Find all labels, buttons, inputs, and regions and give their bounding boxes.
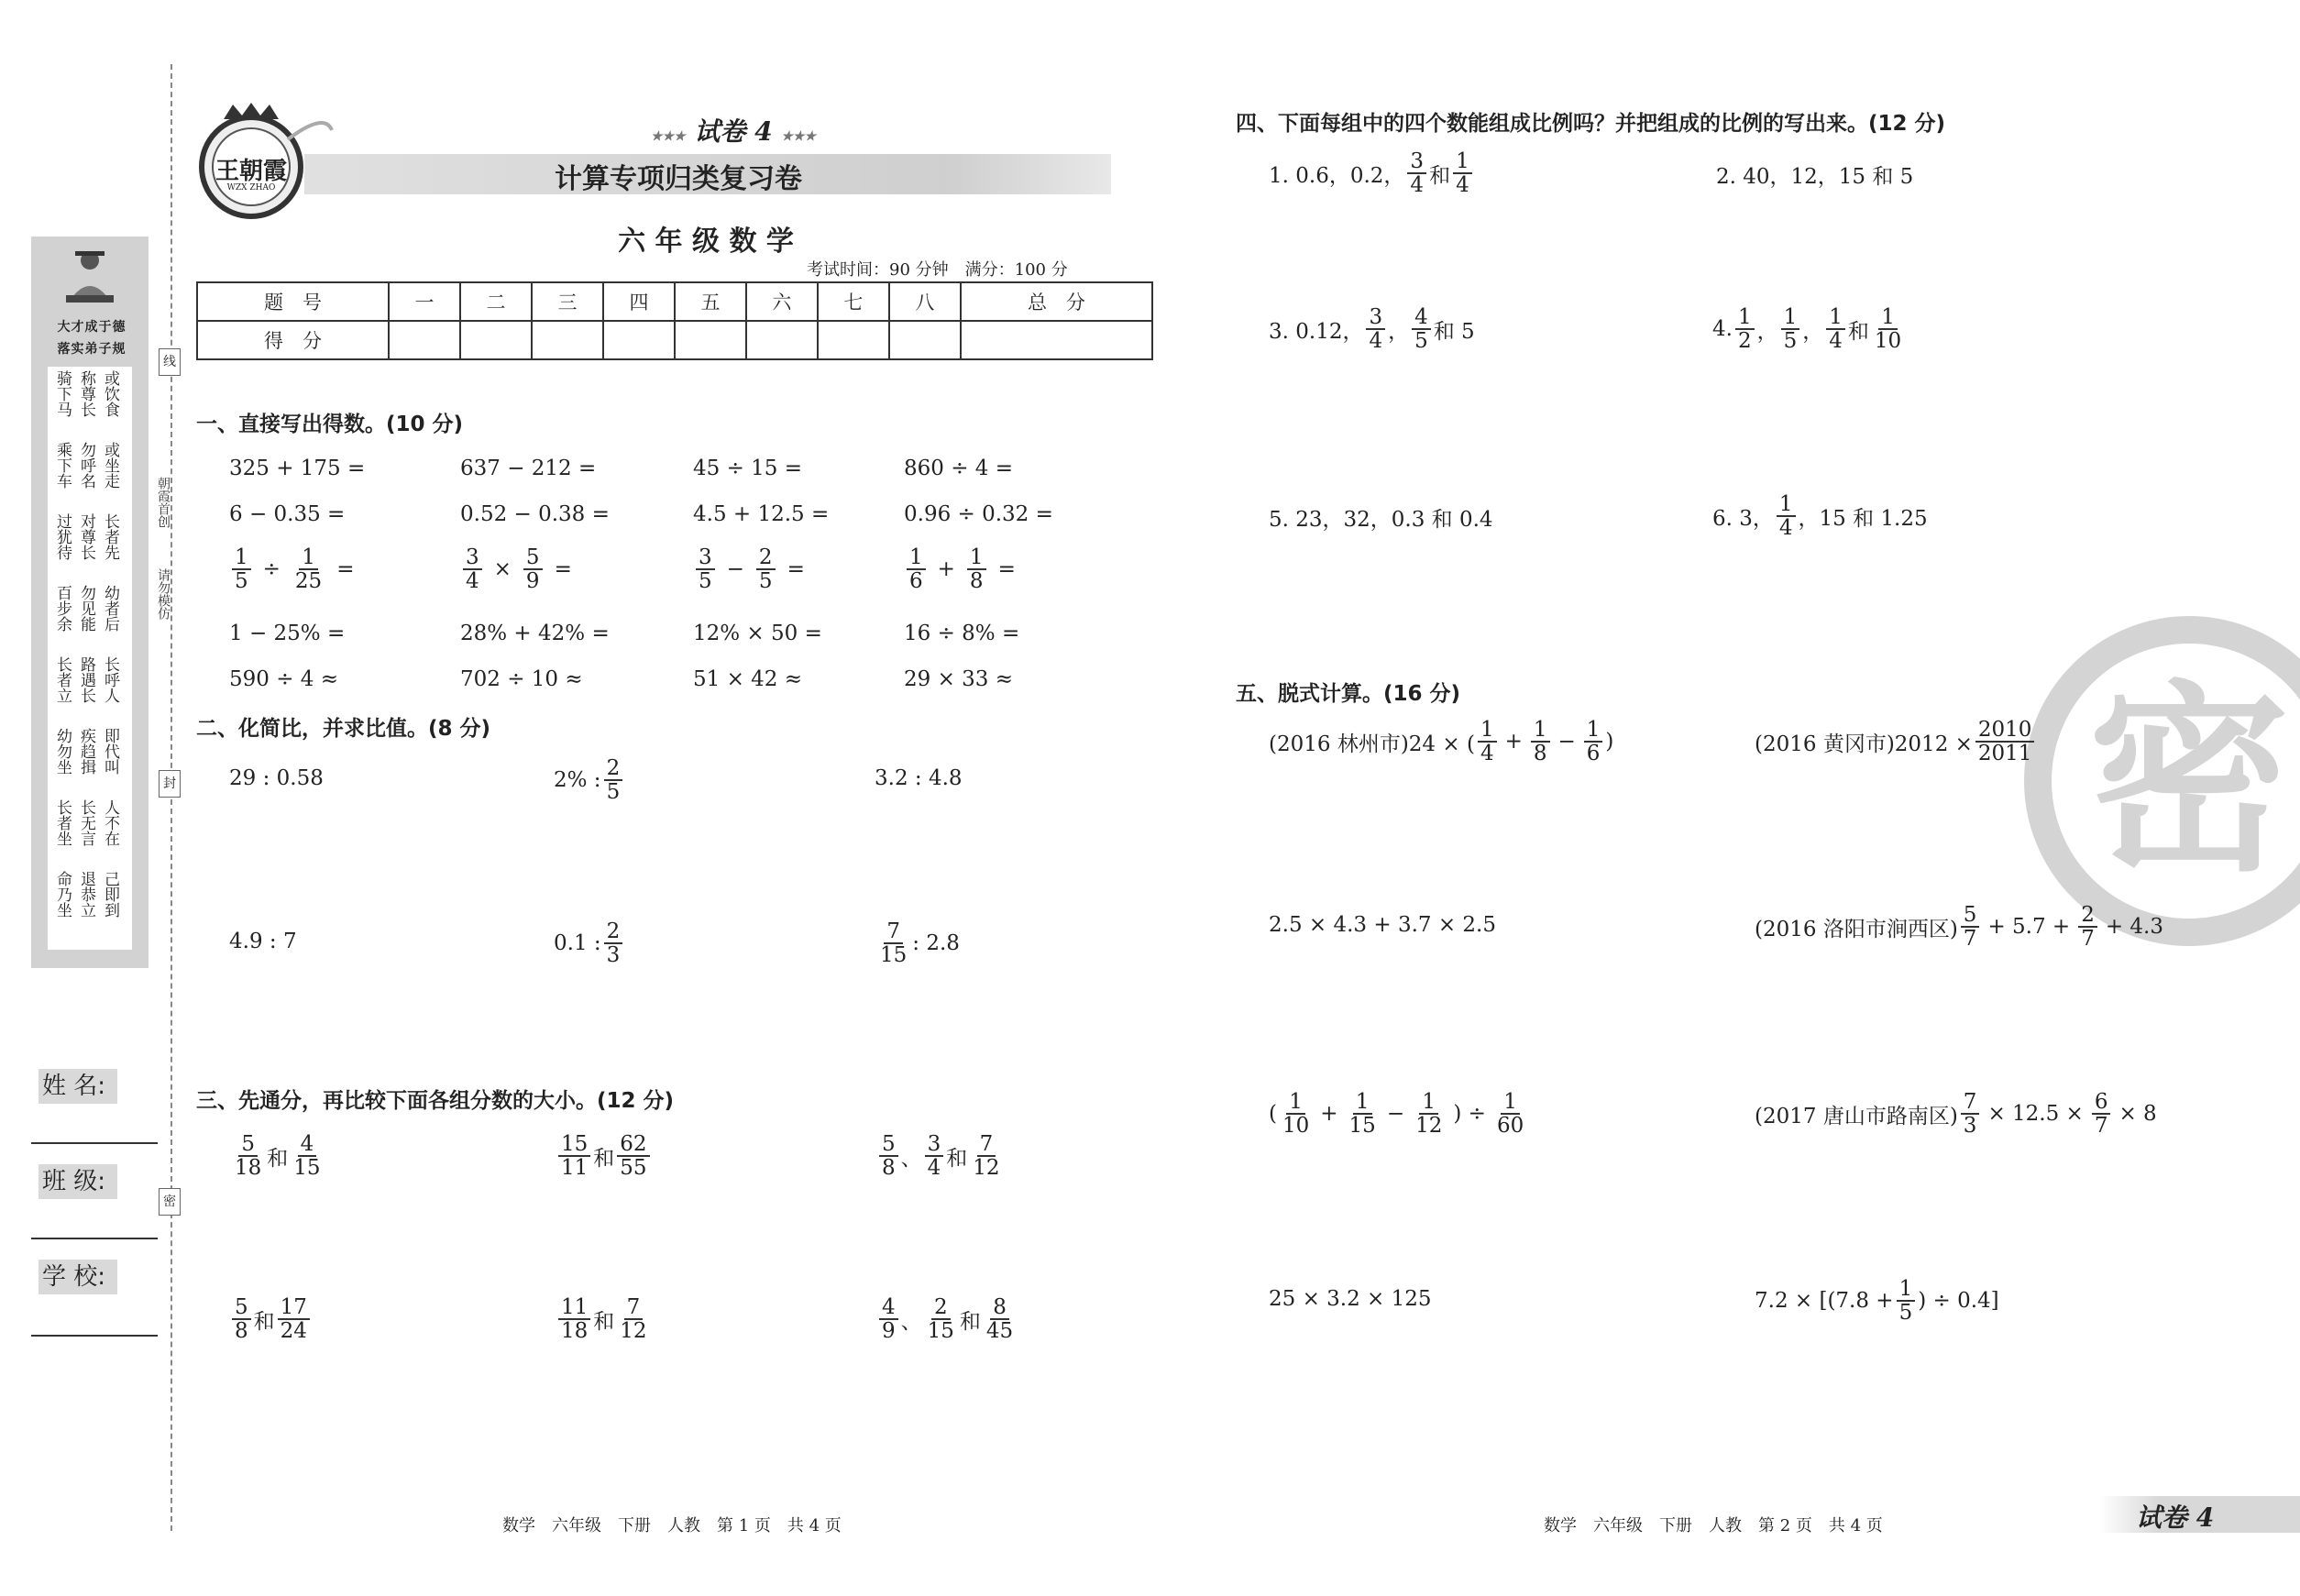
s1-row1-item: 45 ÷ 15 = xyxy=(693,457,803,480)
s1-row3-item: $\frac{3}{4}$ × $\frac{5}{9}$ = xyxy=(460,546,572,592)
s1-row5-item: 51 × 42 ≈ xyxy=(693,667,803,691)
subject-title: 六 年 级 数 学 xyxy=(618,226,794,258)
score-cell[interactable] xyxy=(961,321,1152,359)
rule-column: 疾趋揖 xyxy=(77,728,95,775)
s1-row4-item: 16 ÷ 8% = xyxy=(904,622,1020,645)
s1-row1-item: 637 − 212 = xyxy=(460,457,597,480)
footer-badge: 试卷 4 xyxy=(2099,1496,2300,1533)
rule-column: 对尊长 xyxy=(77,513,95,560)
section2-title: 二、化简比，并求比值。(8 分) xyxy=(196,717,491,741)
stars-left: ★★★ xyxy=(650,129,686,144)
confidential-seal xyxy=(2024,616,2300,946)
s1-row1-item: 860 ÷ 4 = xyxy=(904,457,1014,480)
s4-q1: 1. 0.6，0.2， 3 4 和 1 4 xyxy=(1269,150,1475,196)
rule-column: 即代叫 xyxy=(101,728,119,775)
s1-row4-item: 28% + 42% = xyxy=(460,622,610,645)
score-cell[interactable] xyxy=(746,321,818,359)
s2-q4: 4.9 : 7 xyxy=(229,930,297,953)
s1-row2-item: 0.52 − 0.38 = xyxy=(460,502,610,526)
rule-column: 勿呼名 xyxy=(77,442,95,489)
score-header-cell: 二 xyxy=(460,282,532,321)
s5-q1: (2016 林州市)24 × ( 1 4 + $\frac{1}{8}$ − $\frac{1}{6}$ ) xyxy=(1269,718,1614,766)
score-cell[interactable] xyxy=(818,321,889,359)
side-note-1: 朝霞首创 xyxy=(156,477,171,528)
s5-q6: (2017 唐山市路南区) $\frac{7}{3}$ × 12.5 × $\frac{6}{7}$ × 8 xyxy=(1755,1090,2157,1139)
s2-q3: 3.2 : 4.8 xyxy=(875,766,963,790)
rule-column: 幼者后 xyxy=(101,585,119,632)
score-cell[interactable] xyxy=(389,321,460,359)
score-header-cell: 四 xyxy=(603,282,675,321)
s1-row3-item: 1 6 + $\frac{1}{8}$ = xyxy=(904,546,1016,592)
rule-column: 人不在 xyxy=(101,799,119,846)
score-cell[interactable] xyxy=(675,321,746,359)
score-cell[interactable] xyxy=(532,321,603,359)
rule-column: 长无言 xyxy=(77,799,95,846)
s3-g5: 11 18 和 7 12 xyxy=(556,1296,653,1342)
score-header-cell: 八 xyxy=(889,282,961,321)
s1-row4-item: 12% × 50 = xyxy=(693,622,822,645)
score-cell[interactable] xyxy=(460,321,532,359)
rule-column: 长者先 xyxy=(101,513,119,560)
s5-q8: 7.2 × [(7.8 + $\frac{1}{5}$ ) ÷ 0.4] xyxy=(1755,1277,1999,1326)
rule-column: 百步余 xyxy=(53,585,72,632)
score-header-cell: 七 xyxy=(818,282,889,321)
s2-q2: 2% : 2 5 xyxy=(554,757,625,803)
s3-g6: 4 9 、 2 15 和 8 45 xyxy=(876,1296,1018,1342)
name-line[interactable] xyxy=(31,1142,158,1144)
scholar-figure-icon xyxy=(57,244,123,310)
s1-row3-item: $\frac{1}{5}$ ÷ $\frac{1}{25}$ = xyxy=(229,546,354,592)
s4-q2: 2. 40，12，15 和 5 xyxy=(1716,165,1914,189)
name-label: 姓 名: xyxy=(39,1069,117,1104)
score-header-cell: 题 号 xyxy=(197,282,389,321)
s3-g2: 15 11 和 62 55 xyxy=(556,1133,653,1179)
rule-column: 幼勿坐 xyxy=(53,728,72,775)
s1-row5-item: 702 ÷ 10 ≈ xyxy=(460,667,583,691)
s1-row5-item: 590 ÷ 4 ≈ xyxy=(229,667,339,691)
binding-line xyxy=(171,64,172,1531)
s1-row2-item: 6 − 0.35 = xyxy=(229,502,346,526)
rule-column: 长呼人 xyxy=(101,656,119,703)
s1-row5-item: 29 × 33 ≈ xyxy=(904,667,1014,691)
rule-column: 退恭立 xyxy=(77,871,95,918)
score-header-cell: 一 xyxy=(389,282,460,321)
motto-2: 落实弟子规 xyxy=(57,342,127,357)
score-header-row xyxy=(197,282,1152,321)
s4-q6: 6. 3， 1 4 ，15 和 1.25 xyxy=(1712,492,1928,541)
rule-column: 乘下车 xyxy=(53,442,72,489)
s1-row4-item: 1 − 25% = xyxy=(229,622,346,645)
seal-char: 密 xyxy=(2087,664,2290,898)
school-label: 学 校: xyxy=(39,1260,117,1294)
s3-g3: 5 8 、 3 4 和 7 12 xyxy=(876,1133,1006,1179)
rule-column: 长者坐 xyxy=(53,799,72,846)
s3-g1: 5 18 和 4 15 xyxy=(235,1132,321,1181)
rule-column: 勿见能 xyxy=(77,585,95,632)
s2-q1: 29 : 0.58 xyxy=(229,766,324,790)
rule-column: 或饮食 xyxy=(101,370,119,417)
stars-right: ★★★ xyxy=(781,129,817,144)
footer-left: 数学 六年级 下册 人教 第 1 页 共 4 页 xyxy=(502,1516,842,1535)
rule-column: 称尊长 xyxy=(77,370,95,417)
rule-column: 骑下马 xyxy=(53,370,72,417)
s1-row2-item: 0.96 ÷ 0.32 = xyxy=(904,502,1053,526)
score-cell[interactable] xyxy=(603,321,675,359)
rule-column: 过犹待 xyxy=(53,513,72,560)
side-mark-mi: 密 xyxy=(159,1188,181,1216)
footer-right: 数学 六年级 下册 人教 第 2 页 共 4 页 xyxy=(1544,1516,1883,1535)
rule-column: 命乃坐 xyxy=(53,871,72,918)
s5-q2: (2016 黄冈市)2012 × $\frac{2010}{2011}$ xyxy=(1755,719,2037,765)
s5-q5: ( 1 10 + $\frac{1}{15}$ − $\frac{1}{12}$ ) ÷ $\frac{1}{60}$ xyxy=(1269,1090,1524,1139)
s3-g4: 5 8 和 17 24 xyxy=(229,1296,313,1342)
section4-title: 四、下面每组中的四个数能组成比例吗？并把组成的比例的写出来。(12 分) xyxy=(1236,112,1946,136)
exam-number: ★★★ 试卷 4 ★★★ xyxy=(650,116,817,147)
class-label: 班 级: xyxy=(39,1164,117,1199)
school-line[interactable] xyxy=(31,1335,158,1337)
class-line[interactable] xyxy=(31,1238,158,1239)
section1-title: 一、直接写出得数。(10 分) xyxy=(196,413,464,436)
side-note-2: 请勿模仿 xyxy=(156,568,171,620)
score-header-cell: 六 xyxy=(746,282,818,321)
s1-row2-item: 4.5 + 12.5 = xyxy=(693,502,830,526)
side-mark-feng: 封 xyxy=(159,770,181,798)
rule-column: 路遇长 xyxy=(77,656,95,703)
s5-q3: 2.5 × 4.3 + 3.7 × 2.5 xyxy=(1269,913,1496,937)
s4-q3: 3. 0.12， 3 4 ， 4 5 和 5 xyxy=(1269,305,1475,354)
side-mark-xian: 线 xyxy=(159,348,181,376)
score-header-cell: 总 分 xyxy=(961,282,1152,321)
s4-q5: 5. 23，32，0.3 和 0.4 xyxy=(1269,508,1493,532)
s4-q4: 4. 1 2 ， 1 5 ， 1 4 和 1 10 xyxy=(1712,305,1902,354)
rule-column: 己即到 xyxy=(101,871,119,918)
s5-q4: (2016 洛阳市涧西区) 5 7 + 5.7 + $\frac{2}{7}$ + 4.3 xyxy=(1755,903,2163,952)
score-value-row xyxy=(197,321,1152,359)
s1-row3-item: 3 5 − $\frac{2}{5}$ = xyxy=(693,546,805,592)
s2-q5: 0.1 : 2 3 xyxy=(554,920,625,966)
section5-title: 五、脱式计算。(16 分) xyxy=(1236,682,1461,706)
s5-q7: 25 × 3.2 × 125 xyxy=(1269,1287,1432,1311)
score-header-cell: 三 xyxy=(532,282,603,321)
page-title: 计算专项归类复习卷 xyxy=(555,163,802,195)
section3-title: 三、先通分，再比较下面各组分数的大小。(12 分) xyxy=(196,1089,675,1113)
motto-1: 大才成于德 xyxy=(57,320,127,335)
rule-column: 长者立 xyxy=(53,656,72,703)
score-table xyxy=(196,281,1153,360)
rule-column: 或坐走 xyxy=(101,442,119,489)
exam-meta: 考试时间：90 分钟 满分：100 分 xyxy=(807,260,1068,280)
s1-row1-item: 325 + 175 = xyxy=(229,457,366,480)
score-row-label: 得 分 xyxy=(197,321,389,359)
score-cell[interactable] xyxy=(889,321,961,359)
logo-text: 王朝霞 xyxy=(215,158,287,185)
s2-q6: 7 15 : 2.8 xyxy=(880,919,960,968)
logo-sub: WZX ZHAO xyxy=(226,183,276,193)
score-header-cell: 五 xyxy=(675,282,746,321)
